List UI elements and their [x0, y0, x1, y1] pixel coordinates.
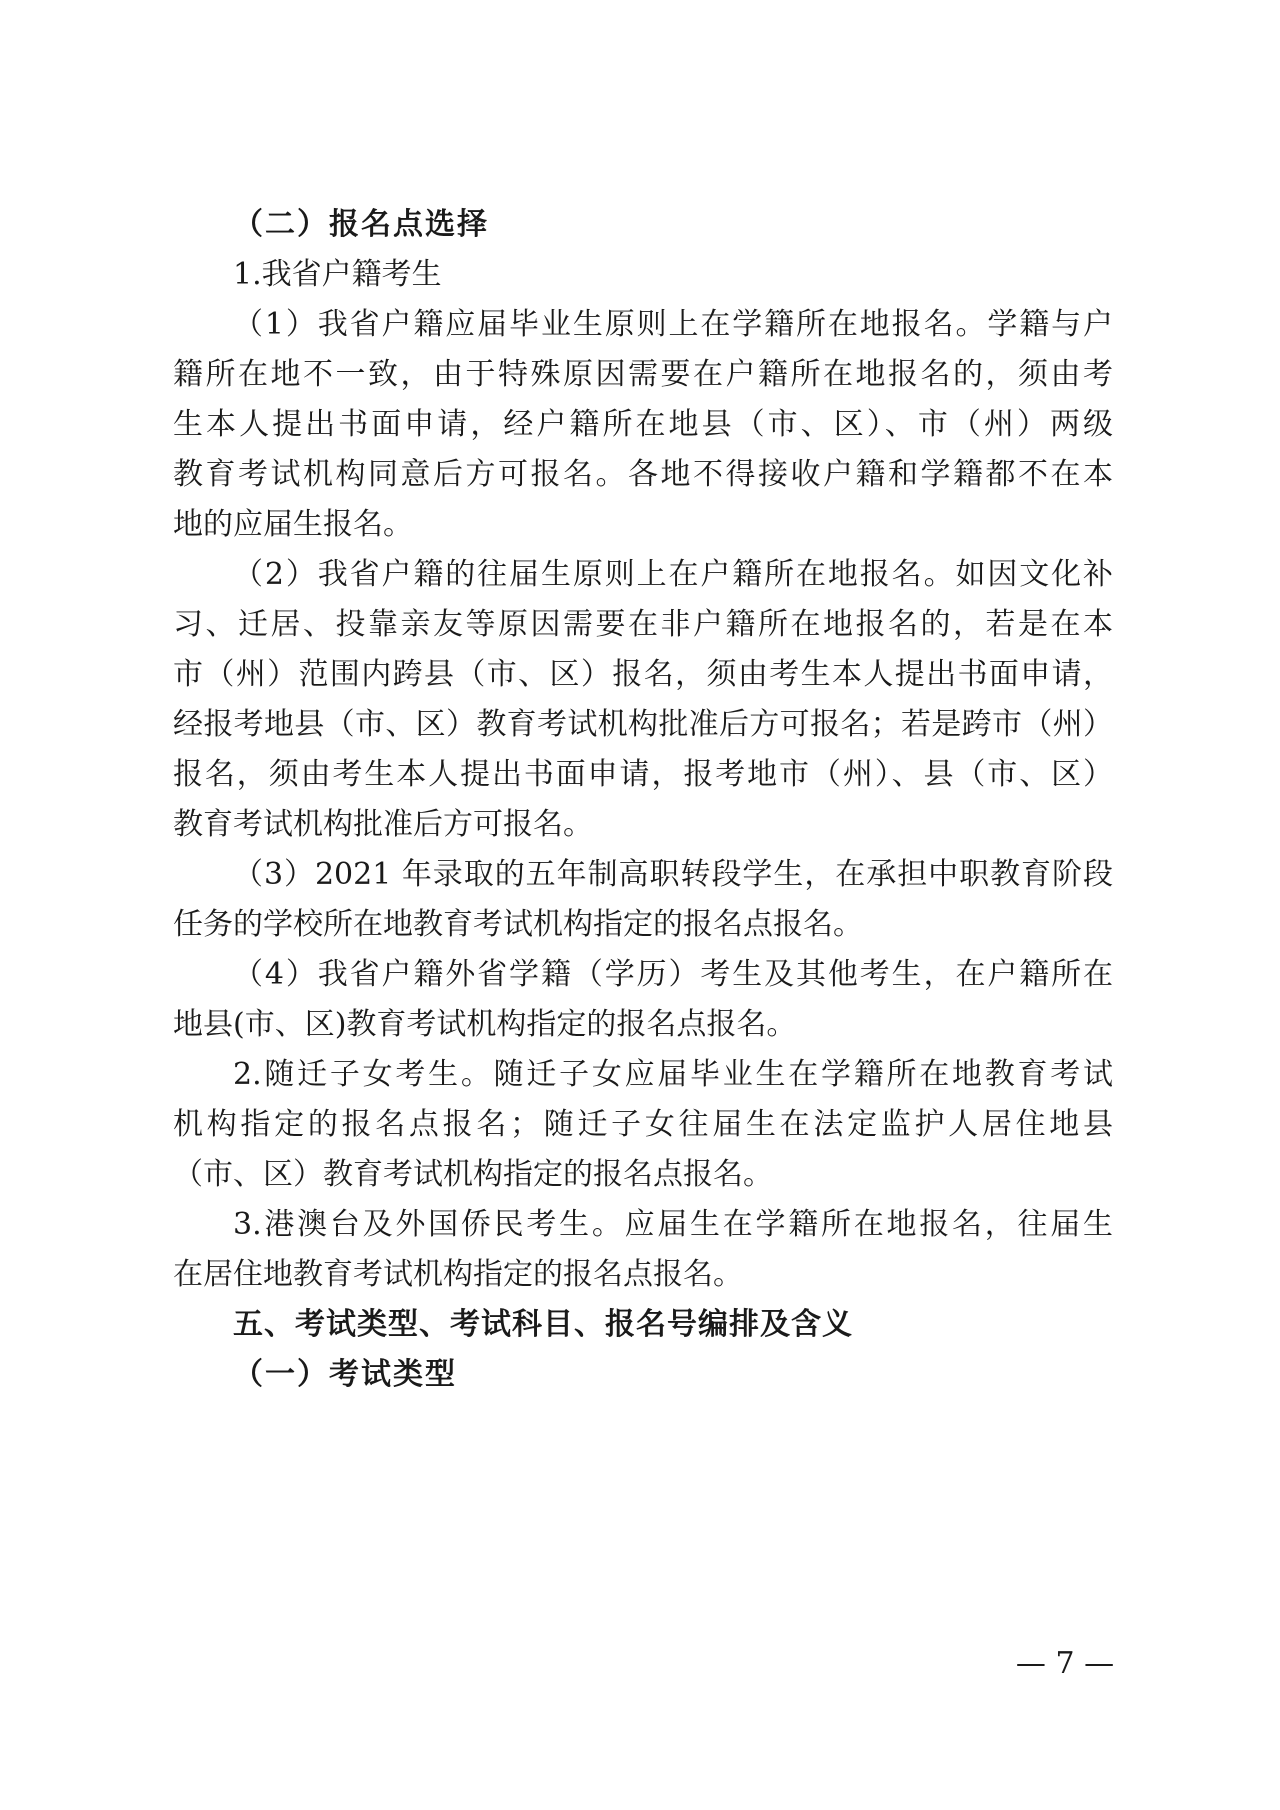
paragraph-line: 3.港澳台及外国侨民考生。应届生在学籍所在地报名，往届生 [233, 1207, 1113, 1242]
paragraph-line: （市、区）教育考试机构指定的报名点报名。 [173, 1157, 773, 1192]
section-five-sub-heading: （一）考试类型 [233, 1357, 457, 1392]
paragraph-line: 教育考试机构同意后方可报名。各地不得接收户籍和学籍都不在本 [173, 457, 1113, 492]
paragraph-line: 经报考地县（市、区）教育考试机构批准后方可报名；若是跨市（州） [173, 707, 1113, 742]
paragraph-line: （1）我省户籍应届毕业生原则上在学籍所在地报名。学籍与户 [233, 307, 1113, 342]
paragraph-line: 报名，须由考生本人提出书面申请，报考地市（州）、县（市、区） [173, 757, 1113, 792]
paragraph-line: 籍所在地不一致，由于特殊原因需要在户籍所在地报名的，须由考 [173, 357, 1113, 392]
paragraph-line: 生本人提出书面申请，经户籍所在地县（市、区）、市（州）两级 [173, 407, 1113, 442]
paragraph-line: 地县(市、区)教育考试机构指定的报名点报名。 [173, 1007, 797, 1042]
paragraph-line: 2.随迁子女考生。随迁子女应届毕业生在学籍所在地教育考试 [233, 1057, 1113, 1092]
heading-registration-point: （二）报名点选择 [233, 207, 489, 242]
paragraph-line: 机构指定的报名点报名；随迁子女往届生在法定监护人居住地县 [173, 1107, 1113, 1142]
paragraph-line: 市（州）范围内跨县（市、区）报名，须由考生本人提出书面申请， [173, 657, 1113, 692]
paragraph-line: 习、迁居、投靠亲友等原因需要在非户籍所在地报名的，若是在本 [173, 607, 1113, 642]
paragraph-line: 教育考试机构批准后方可报名。 [173, 807, 593, 842]
paragraph-line: 在居住地教育考试机构指定的报名点报名。 [173, 1257, 743, 1292]
section-five-title: 五、考试类型、考试科目、报名号编排及含义 [233, 1307, 853, 1342]
page-number: — 7 — [1015, 1646, 1115, 1681]
paragraph-line: 地的应届生报名。 [173, 507, 413, 542]
paragraph-line: （4）我省户籍外省学籍（学历）考生及其他考生，在户籍所在 [233, 957, 1113, 992]
sub-heading-local-household: 1.我省户籍考生 [233, 257, 442, 292]
paragraph-line: （3）2021 年录取的五年制高职转段学生，在承担中职教育阶段 [233, 857, 1113, 892]
paragraph-line: （2）我省户籍的往届生原则上在户籍所在地报名。如因文化补 [233, 557, 1113, 592]
paragraph-line: 任务的学校所在地教育考试机构指定的报名点报名。 [173, 907, 863, 942]
